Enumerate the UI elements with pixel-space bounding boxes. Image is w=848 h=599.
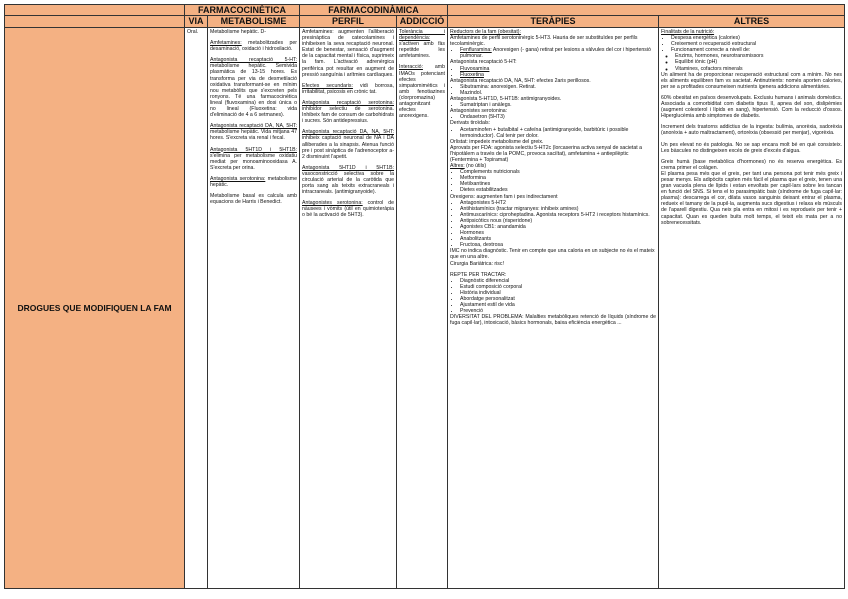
- ter-or1: • Antagonistes 5-HT2: [460, 200, 656, 206]
- met-ar5ht-title: Antagonista recaptació 5-HT:: [210, 57, 297, 64]
- ter-fluox: • Fluoxetina: [460, 72, 656, 78]
- ter-aceta: • Acetaminofen + butalbital + cafeïna (antimigranyoide, barbitúric i possible termoinductor). Cal tenir per dolor.: [460, 127, 656, 139]
- ter-or3: • Antimuscarínics: ciproheptadina. Agonista receptors 5-HT2 i receptors histamínics.: [460, 212, 656, 218]
- ter-rp2: • Estudi composició corporal: [460, 284, 656, 290]
- met-amf-title: Amfetamines:: [210, 40, 242, 47]
- ter-or6: • Hormones: [460, 230, 656, 236]
- ter-or7: • Anabolitzants: [460, 236, 656, 242]
- met-amf-text: metabolitzades per desaminació, oxidació i hidroxilació.: [210, 40, 297, 53]
- corner-blank: [5, 5, 185, 16]
- col-altres: ALTRES: [659, 16, 845, 28]
- ter-suma: • Sumatriptan i anàlegs.: [460, 102, 656, 108]
- metabolisme-cell: [208, 28, 300, 589]
- ter-onda: • Ondasetron (5HT3): [460, 114, 656, 120]
- ter-alt1: • Complements nutricionals: [460, 169, 656, 175]
- per-ardna-title: Antagonista recaptació DA, NA, 5HT:: [302, 129, 394, 136]
- ter-ant5ht1d: Antagonista 5-HT1D, 5-HT1B: antimigranyoides.: [450, 96, 562, 103]
- header-farmacodinamica: FARMACODINÀMICA: [300, 5, 448, 16]
- alt-p2: 60% obesitat en països desenvolupats. Exclusiu humans i animals domèstics. Associada a comorbiditat com diabetis tipus II, apnea del son, dislipèmies (augment colesterol i lípids en sang), hipertensió. Com la reducció d'ossos. Hiperglucèmia amb simptomes de diabetis.: [661, 94, 842, 120]
- per-ef-title: Efectes secundaris:: [302, 82, 353, 89]
- alt-p5: Greix humà (base metabòlica d'hormones) no és reserva energètica. Es crema primer el colàgen.: [661, 158, 842, 171]
- met-ar5ht-text: metabolisme hepàtic. Semivida plasmàtica de 13-15 hores. Es transforma per via de desmetilació oxidativa transformant-se en mínim nou metabòlits que s'excreten pels ronyons. Té una farmacocinètica lineal (fluvoxamina) en dosi única o no lineal (Fluoxetina: vida d'eliminació de 4 a 6 setmanes).: [210, 63, 297, 119]
- met-p1: Metabolisme hepàtic. D-: [210, 29, 266, 35]
- add-tol-title: Tolerància i dependència:: [399, 29, 445, 42]
- ter-or5: • Agonistes CB1: anandamida: [460, 224, 656, 230]
- met-ardna-title: Antagonista recaptació DA, NA, 5HT:: [210, 123, 297, 130]
- ter-ant5ht: Antagonista recaptació 5-HT:: [450, 59, 517, 66]
- per-ef-text: vidi borrosa, irritabilitat, psicosis en crònic tat.: [302, 82, 394, 95]
- per-a5ht1d-text: vasoconstricció selectiva sobre la circulació arterial de la caròtida que porta sang als teixits extracraneals i intracraneals. (antimigranyoide).: [302, 170, 394, 196]
- ter-divers: DIVERSITAT DEL PROBLEMA: Malalties metabòliques retenció de líquids (síndrome de fuga capil·lar), intoxicació, bàsics hormonals, baixa eficiència energètica ...: [450, 314, 656, 327]
- met-a5ht1d-title: Antagonista 5HT1D i 5HT1B:: [210, 146, 297, 153]
- ter-cir: Cirurgia Bariàtrica: risc!: [450, 260, 504, 267]
- header-farmacocinetica: FARMACOCINÈTICA: [185, 5, 300, 16]
- alt-fin-title: Finalitats de la nutrició:: [661, 29, 715, 35]
- col-addiccio: ADDICCIÓ: [397, 16, 448, 28]
- ter-fenf: [460, 47, 656, 59]
- ter-fenf-text: Anorexigen (- gana) retirat per lesions a vàlvules del cor i hipertensió pulmonar.: [460, 47, 651, 60]
- via-cell: Oral.: [185, 28, 208, 589]
- altres-cell: [659, 28, 845, 589]
- col-terapies: TERÀPIES: [448, 16, 659, 28]
- ter-orlistat: Orlistat: impedeix metabolisme del greix.: [450, 138, 544, 145]
- per-a5ht1d-title: Antagonista 5HT1D i 5HT1B:: [302, 164, 394, 171]
- drug-table: [4, 4, 845, 589]
- ter-alt2: • Metformina: [460, 175, 656, 181]
- ter-or8: • Fructosa, dextrosa: [460, 242, 656, 248]
- ter-rp5: • Ajustament estil de vida: [460, 302, 656, 308]
- per-ar5ht-text: inhibidor selectiu de serotonina. Inhibeix fam de consum de carbohidrats i sucres. Són antidepressius.: [302, 106, 394, 125]
- corner-blank-2: [5, 16, 185, 28]
- met-a5ht1d-text: s'elimina per metabolisme oxidatiu mediat per monoaminooxidasa A. S'excreta per orina.: [210, 152, 297, 171]
- per-ardna-text: inhibeix captació neuronal de NA i DA alliberades a la sinapsis. Atenua funció pre i post sinàptica de l'adrenoceptor a-2 disminuint l'apetit.: [302, 135, 394, 160]
- ter-fda: Aprovats per FDA: agonista selectiu 5-HT2c (lorcaserina activa senyal de sacietat a l'hipotàlem a través de la POMC, provoca saciïtat), amfetamina + antiepilèptic (Fentermina + Topiramat): [450, 144, 643, 163]
- ter-altres-sub: (no útils): [466, 163, 487, 170]
- ter-tiro: Derivats tiroïdals:: [450, 120, 491, 127]
- addiccio-cell: [397, 28, 448, 589]
- col-metabolisme: METABOLISME: [208, 16, 300, 28]
- ter-rp1: • Diagnòstic diferencial: [460, 278, 656, 284]
- row-label: DROGUES QUE MODIFIQUEN LA FAM: [5, 28, 185, 589]
- ter-antdna: Antagonista recaptació DA, NA, 5HT: efectes 2aris perillosos.: [450, 77, 591, 84]
- ter-mazin: • Mazindol.: [460, 90, 656, 96]
- alt-s1: ◦ Enzims, hormones, neurotransmissors: [675, 53, 842, 59]
- ter-alt3: • Metilxantines: [460, 181, 656, 187]
- ter-amf-perfil: Amfetamines de perfil serotoninèrgic 5-HT3. Hauria de ser substituïdes per perfils tecolaminèrgic.: [450, 35, 638, 48]
- per-amf-title: Amfetamines:: [302, 29, 334, 35]
- add-int-title: Interacció:: [399, 64, 423, 71]
- ter-rp6: • Prevenció: [460, 308, 656, 314]
- col-perfil: PERFIL: [300, 16, 397, 28]
- alt-f1: • Despesa energètica (calories): [671, 35, 842, 41]
- met-basal: Metabolisme basal es calcula amb equacions de Harris i Benedict.: [210, 193, 297, 206]
- ter-repte-title: REPTE PER TRACTAR:: [450, 271, 507, 278]
- ter-orex: Orexigens: augmenten fam i pes indirectament: [450, 193, 558, 200]
- alt-p1: Un aliment ha de proporcionar recuperació estructural com a mínim. No nes els aliments equilibren fam vs sacietat. Antinutrients: només aporten calories, per se a profitades consumeixen nutrients igenera addicions alimentàries.: [661, 71, 842, 90]
- add-tol-text: s'activen amb fàs repetitde les amfetamines.: [399, 41, 445, 60]
- ter-antser: Antagonistes serotonina:: [450, 108, 508, 115]
- alt-s2: ◦ Equilibri iònic (pH): [675, 59, 842, 65]
- met-ardna-text: metabolisme hepàtic. Vida mitjana 47 hores. S'excreta via renal i fecal.: [210, 129, 297, 142]
- met-aser-title: Antagonista serotonina:: [210, 175, 266, 182]
- alt-p4: Un pes elevat no és patologia. No se sap encara molt bé en què consisteix. Les bàscules no distingeixen excés de greix d'excés d'aigua.: [661, 141, 842, 154]
- ter-rp4: • Abordatge personalitzat: [460, 296, 656, 302]
- met-aser-text: metabolisme hepàtic.: [210, 175, 297, 188]
- perfil-cell: [300, 28, 397, 589]
- alt-p6: El plasma pesa més que el greix, per tant una persona pot tenir més greix i pesar menys. Els adipòcits capten més fàcil el plasma que el greix, tenen una gran vacuola plena de lípids i estan envoltats per capil·lars sobre les tancan en funció del SNS. Si tens el to parasimpàtic baix (síndrome de fuga capil·lar: plasma): descarrega el cor, dilata vasos sanguinis deixant entrar el plasma, redueix el tamany de la pupil·la, augmenta sucs digestius i relaxa els músculs de l'aparell digestiu. Qua neix pla entra en mitosi i es reprodueix per tenir + capacitat. Quan es queden buits molt temps, el teixit els mata per a no sobrenecessitats.: [661, 170, 842, 226]
- per-ar5ht-title: Antagonista recaptació serotonina:: [302, 99, 394, 106]
- ter-alt4: • Dietes estabilitzades: [460, 187, 656, 193]
- ter-or4: • Antipsicòtics nous (risperidone): [460, 218, 656, 224]
- ter-rp3: • Història individual: [460, 290, 656, 296]
- ter-reductors: Reductors de la fam (obesitat):: [450, 29, 521, 35]
- per-aser-title: Antagonistes serotonina:: [302, 200, 363, 207]
- per-amf-text: augmenten l'alliberació presinàptica de catecolamines i inhibeixen la seva recaptació neuronal. Estat de benestar, sensació d'augment de la capacitat mental i física, suprimeix la fam. L'activació adrenèrgica perifèrica pot resultar en augment de pressió sanguínia i arítmies cardíaques.: [302, 29, 394, 78]
- ter-sibutr: • Sibutramina: anorexigen. Retirat.: [460, 84, 656, 90]
- ter-fenf-name: Fenfluramina:: [460, 47, 492, 54]
- ter-fluvox: • Fluvoxamina: [460, 66, 656, 72]
- alt-f2: • Creixement o recuperació estructural: [671, 41, 842, 47]
- per-aser-text: control de nàusees i vòmits (útil en quimioteràpia o bé la activació de 5HT3).: [302, 200, 394, 219]
- ter-altres-title: Altres:: [450, 163, 465, 170]
- header-blank: [448, 5, 845, 16]
- ter-or2: • Antihistamínics (tractar migranyes: inhibeix amines): [460, 206, 656, 212]
- alt-p3: Increment dels trastorns addictius de la ingesta: bulímia, anorèxia, sadorèxia (anorèxia + auto maltractament), ortorèxia (obsessió per menjar), vigorèxia.: [661, 124, 842, 137]
- add-int-text: amb IMAOs potenciant efectes simpatomimètics i amb fenotiazines (clorpromazina) antagonitzant efectes anorexigens.: [399, 64, 445, 120]
- ter-imc: IMC no indica diagnòstic. Tenir en compte que una caloria en un subjecte no és el mateix que en una altre.: [450, 248, 655, 261]
- terapies-cell: [448, 28, 659, 589]
- alt-s3: ◦ Vitamines, cofactors minerals: [675, 66, 842, 72]
- alt-f3: • Funcionament correcte a nivell de:: [671, 47, 842, 53]
- col-via: VIA: [185, 16, 208, 28]
